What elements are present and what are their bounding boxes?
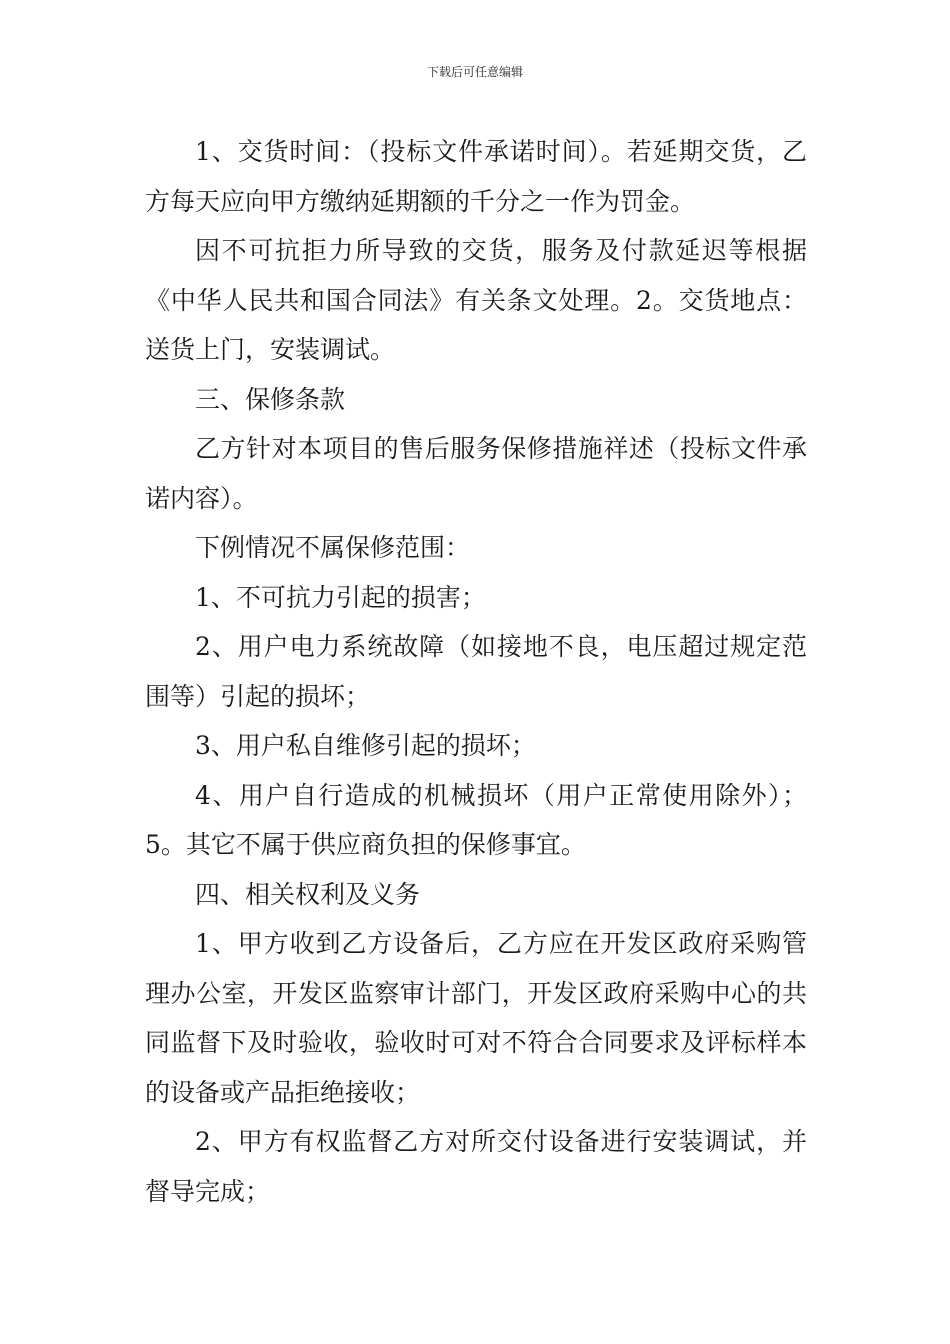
page-header-note: 下载后可任意编辑	[426, 65, 523, 79]
list-item-exclusion-2: 2、用户电力系统故障（如接地不良，电压超过规定范围等）引起的损坏；	[145, 632, 807, 711]
paragraph-warranty-measures: 乙方针对本项目的售后服务保修措施祥述（投标文件承诺内容）。	[145, 434, 807, 513]
paragraph-exclusions-intro: 下例情况不属保修范围：	[195, 533, 471, 562]
list-item-exclusion-3: 3、用户私自维修引起的损坏；	[195, 731, 536, 760]
paragraph-rights-1: 1、甲方收到乙方设备后，乙方应在开发区政府采购管理办公室，开发区监察审计部门，开发区政府采购中心的共同监督下及时验收，验收时可对不符合合同要求及评标样本的设备或产品拒绝接收；	[145, 929, 807, 1107]
list-item-exclusion-1: 1、不可抗力引起的损害；	[195, 582, 486, 612]
paragraph-delivery-time: 1、交货时间：（投标文件承诺时间）。若延期交货，乙方每天应向甲方缴纳延期额的千分之一作为罚金。	[145, 137, 807, 216]
paragraph-force-majeure: 因不可抗拒力所导致的交货，服务及付款延迟等根据《中华人民共和国合同法》有关条文处理。2。交货地点：送货上门，安装调试。	[145, 236, 807, 364]
document-body	[145, 127, 807, 1216]
section-heading-rights: 四、相关权利及义务	[195, 879, 421, 909]
list-item-exclusion-4-5: 4、用户自行造成的机械损坏（用户正常使用除外）；5。其它不属于供应商负担的保修事宜。	[145, 780, 807, 859]
section-heading-warranty: 三、保修条款	[195, 384, 346, 414]
paragraph-rights-2: 2、甲方有权监督乙方对所交付设备进行安装调试，并督导完成；	[145, 1127, 807, 1206]
